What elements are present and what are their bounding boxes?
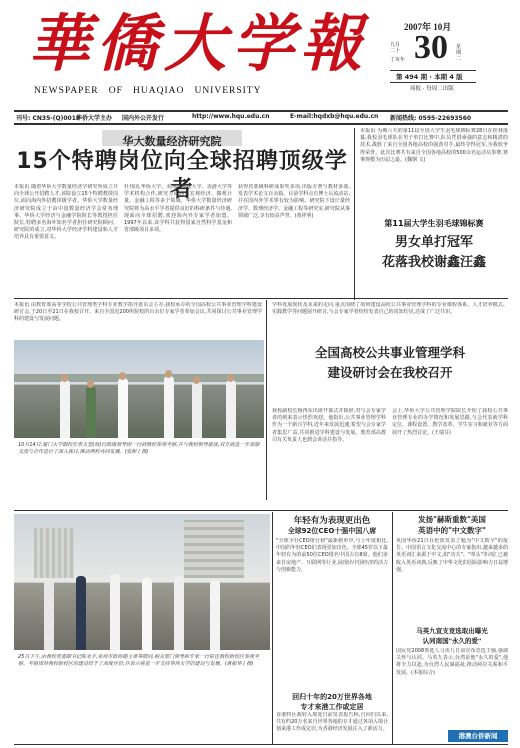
frequency: 周报 · 每周二出版: [410, 86, 454, 92]
website-link[interactable]: http://www.hqu.edu.cn: [192, 113, 270, 120]
photo-person: [174, 576, 184, 650]
lunar-date: 九月二十: [390, 42, 401, 54]
report-foot-headline-2: 专才来港工作或定居: [300, 703, 364, 711]
photo-person: [142, 578, 152, 650]
photo-person: [118, 378, 128, 438]
lead-column-1: 本报讯 随着华侨大学数量经济学研究所成立并向全球公开招聘人才,该院设立15个特聘教授岗位,面向海内外招聘顶级学者。华侨大学数量经济研究院成立于由中国数量经济学会常务理事、华侨大学经济与金融学院院长等教授担任院长,特聘多名海外知名学者担任研究院顾问。研究院的成立,对华侨大学经济学科建设和人才培养具有重要意义。: [14, 184, 118, 241]
section-tag-text: 港澳台侨新闻: [458, 732, 498, 740]
section-tag: [448, 730, 508, 742]
masthead: [0, 0, 520, 112]
photo-caption-1: 10月14日,厦门大学副校长率大型(局)行政级领导团一行到我校参观考察,并与我校领导座谈,双方就进一步加强交流与合作进行了深入探讨,推动两校共同发展。(张彬 / 摄): [18, 442, 260, 455]
issue-number: 第 494 期 · 本期 4 版: [396, 73, 463, 81]
side-body: 英国华侨21日在伦敦发表了题为"中文数字"的报告。中国语言文化交流中心的专家指出,越来越多的英语词汇来源于中文,如"功夫"、"叩头"等词汇已被收入英语词典,反映了中华文化的国际影响力日益增强。: [396, 538, 508, 573]
side-body-2: 国民党2008参选人马英九日前宣布竞选主轴,强调关怀与认同。马英九表示,台湾是他"永久的爱",他将全力以赴,为台湾人民谋福祉,推动两岸关系和平发展。(本报综合): [396, 648, 508, 676]
meeting-headline-2: 建设研讨会在我校召开: [327, 365, 453, 380]
date-divider: [390, 70, 476, 71]
lead-story: [14, 128, 350, 278]
lead-column-2: 杜伟国,华侨大学、美国华盛顿大学、香港大学等学术机构合作,研究方向涵盖宏观经济、微观计量、金融工程等多个领域。华侨大学数量经济研究院将为高水平学者提供良好的科研条件与待遇,现面向全球招聘,欢迎海内外专家学者加盟。1997年以来,该学科共获得国家自然科学基金和省部级项目多项。: [124, 184, 232, 234]
photo-person: [44, 580, 54, 650]
day-number: 30: [414, 29, 448, 66]
photo-person-head: [165, 370, 172, 378]
lead-column-3: 获得省部级科研成果奖多项,出版专著与教材多部,发表学术论文百余篇。目前学科点有博士后流动站,并在国内外学术界有较为影响。研究院下设计量经济学、数理经济学、金融工程等研究室,研究院从事领域广泛,享有较高声誉。(黄祥明): [238, 184, 350, 219]
report-headline-2: 全球92位CEO十强中国八席: [287, 527, 377, 535]
photo-person-head: [193, 376, 200, 384]
side-headline-2: 英语中的"中文数字": [418, 526, 486, 535]
meeting-headline-1: 全国高校公共事业管理学科: [314, 345, 465, 360]
phone-hotline: 新闻热线: 0595-22693560: [390, 115, 472, 122]
masthead-subtitle: NEWSPAPER OF HUAQIAO UNIVERSITY: [34, 86, 262, 96]
side-headline-3: 马英九宣支竞选取出曝光: [416, 627, 488, 635]
report-body: "全球少壮CEO排行榜"最新榜单中,与上年度相比,中国的年轻CEO们表现更加出色。全球45岁以下最年轻有为的前50位CEO排名中国占有8席。他们多来自房地产、互联网等行业,展现出中国经济的活力与创新能力。: [276, 538, 388, 573]
date-year-month: 2007年 10月: [404, 22, 452, 32]
report-foot-body: 香港特区政府入境处日前发表报告称,自回归以来,共有约20万名来自世界各地的专才通过各项入境计划来港工作或定居,为香港经济发展注入了新活力。: [276, 712, 388, 733]
section-divider-1: [14, 298, 508, 299]
badminton-small-headline: 第11届大学生羽毛球锦标赛: [384, 219, 484, 228]
photo-person-head: [87, 380, 94, 388]
lead-kicker: [102, 130, 242, 146]
photo-person: [192, 382, 202, 438]
photo-person: [164, 376, 174, 438]
ganzhi-year: 丁亥年: [390, 57, 406, 63]
date-box: [390, 20, 502, 100]
weekday: 星期二: [456, 44, 462, 62]
meeting-column-4: 会上,华侨大学公共管理学院院长介绍了我校公共事业管理专业的办学情况和发展思路,与会代表就学科定位、课程设置、教学改革、学生实习和就业等方面展开了热烈讨论。(王瑞芬): [392, 408, 508, 436]
vertical-divider-bottom-right: [392, 512, 393, 744]
photo-person: [210, 580, 220, 650]
meeting-column-3: 我校副校长杨再东出席开幕式并致辞,对与会专家学者的到来表示热烈欢迎。他指出,公共事业管理学科作为一个新兴学科,近年来发展迅速,希望与会专家学者集思广益,共同推进学科建设与发展。教育部高教司有关负责人也到会讲话并指导。: [272, 408, 386, 443]
masthead-title: 華僑大学報: [28, 7, 369, 80]
photo-person: [76, 576, 86, 650]
infobar: [14, 113, 508, 123]
section-divider-2: [14, 510, 508, 511]
photo-building-frame: [184, 520, 244, 578]
photo-person: [86, 386, 96, 438]
photo-person: [60, 380, 70, 438]
distribution: 国内外公开发行: [122, 115, 165, 122]
publisher: 华侨大学主办: [76, 115, 113, 122]
photo-person-head: [227, 374, 234, 382]
report-headline-1: 年轻有为表现更出色: [293, 516, 371, 526]
email-link[interactable]: E-mail:hqdxb@hqu.edu.cn: [290, 113, 379, 120]
page-bottom-rule: [14, 744, 508, 745]
photo-site-inspection: [14, 514, 270, 650]
side-headline-1: 发扬"赫斯重数"美国: [418, 515, 486, 524]
photo-person-head: [61, 374, 68, 382]
lead-headline: 15个特聘岗位向全球招聘顶级学者: [16, 149, 348, 202]
photo-person: [226, 380, 236, 438]
report-story: [276, 514, 388, 744]
vertical-divider-mid: [266, 300, 267, 500]
meeting-column-2: 学科发展现状及未来的走向,重点围绕了如何建设高校公共事业管理学科的专业课程体系、人才培养模式、实践教学等问题展开研讨,与会专家学者纷纷发表自己的真知灼见,达成了广泛共识。: [272, 302, 508, 316]
side-news: [396, 514, 508, 744]
issue-divider: [390, 82, 476, 83]
vertical-divider-top: [354, 128, 355, 300]
infobar-top-rule: [14, 110, 508, 112]
photo-caption-2: 25日下午,由我校党委副书记陈永平,泉州市政协副主席等陪同,相关部门领导和专家一行前往我校新校区参观考察。考察团对我校新校区的建设给予了高度评价,并表示将进一步支持华侨大学的建设与发展。(黄振华 / 摄): [18, 654, 260, 667]
photo-person-head: [119, 372, 126, 380]
badminton-story: [360, 128, 508, 300]
badminton-headline-1: 男女单打冠军: [394, 235, 473, 250]
badminton-intro: 本报讯 为期六天的第11届全国大学生羽毛球锦标赛28日在桂林落幕,我校羽毛球队在男子单打比赛中,队员凭借顽强的意志和精湛的技术,战胜了来自全国各地高校的强劲对手,最终夺得冠军,为我校争得荣誉。此次比赛共有来自全国各地高校的500余名运动员参赛,赛事规模为历届之最。(魏钢 文): [360, 128, 508, 163]
lead-kicker-text: 华大数量经济研究院: [122, 135, 222, 148]
registration-number: 刊号: CN35-(Q)0018: [16, 115, 81, 122]
photo-building-frame: [34, 528, 74, 578]
report-foot-headline-1: 回归十年的20万世界各地: [292, 693, 372, 701]
vertical-divider-bottom-left: [272, 512, 273, 744]
meeting-column-1: 本报讯 由教育部高等学校公共管理类学科专业教学指导委员会主办,我校承办的全国高校公共事业管理学科建设研讨会,于20日至21日在我校召开。来自全国近200所院校的百余位专家学者参加会议,共同探讨公共事业管理学科的建设与发展问题。: [14, 302, 262, 323]
photo-campus-visit: [14, 340, 264, 438]
infobar-bottom-rule: [14, 123, 508, 125]
photo-person: [110, 574, 120, 650]
badminton-headline-2: 花落我校谢鑫汪鑫: [381, 255, 486, 270]
side-headline-4: 认同南国"永久的爱": [422, 637, 482, 645]
